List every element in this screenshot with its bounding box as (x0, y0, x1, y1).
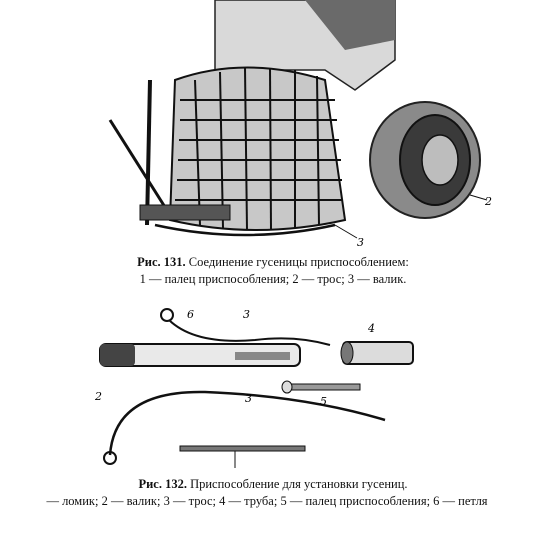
figure-131-title: Соединение гусеницы приспособлением: (185, 255, 409, 269)
figure-132-number: Рис. 132. (138, 477, 187, 491)
fig132-callout: 2 (95, 390, 102, 403)
figure-131-number: Рис. 131. (137, 255, 186, 269)
fig131-callout: 2 (485, 195, 492, 208)
fig132-callout: 4 (368, 322, 375, 335)
figure-132-title: Приспособление для установки гусениц. (186, 477, 408, 491)
figure-132-illustration (85, 300, 425, 475)
figure-131-illustration (95, 0, 525, 252)
figure-132-caption-description: — ломик; 2 — валик; 3 — трос; 4 — труба; 5 — палец приспособления; 6 — петля (46, 494, 488, 508)
fig131-callout: 3 (357, 236, 364, 249)
figure-132-caption-title (0, 476, 546, 492)
figure-131-caption-title (0, 254, 546, 270)
fig132-callout: 5 (320, 395, 327, 408)
fig132-callout: 3 (245, 392, 252, 405)
fig132-callout: 6 (187, 308, 194, 321)
figure-131-caption-description: 1 — палец приспособления; 2 — трос; 3 — валик. (139, 272, 407, 286)
fig132-callout: 3 (243, 308, 250, 321)
